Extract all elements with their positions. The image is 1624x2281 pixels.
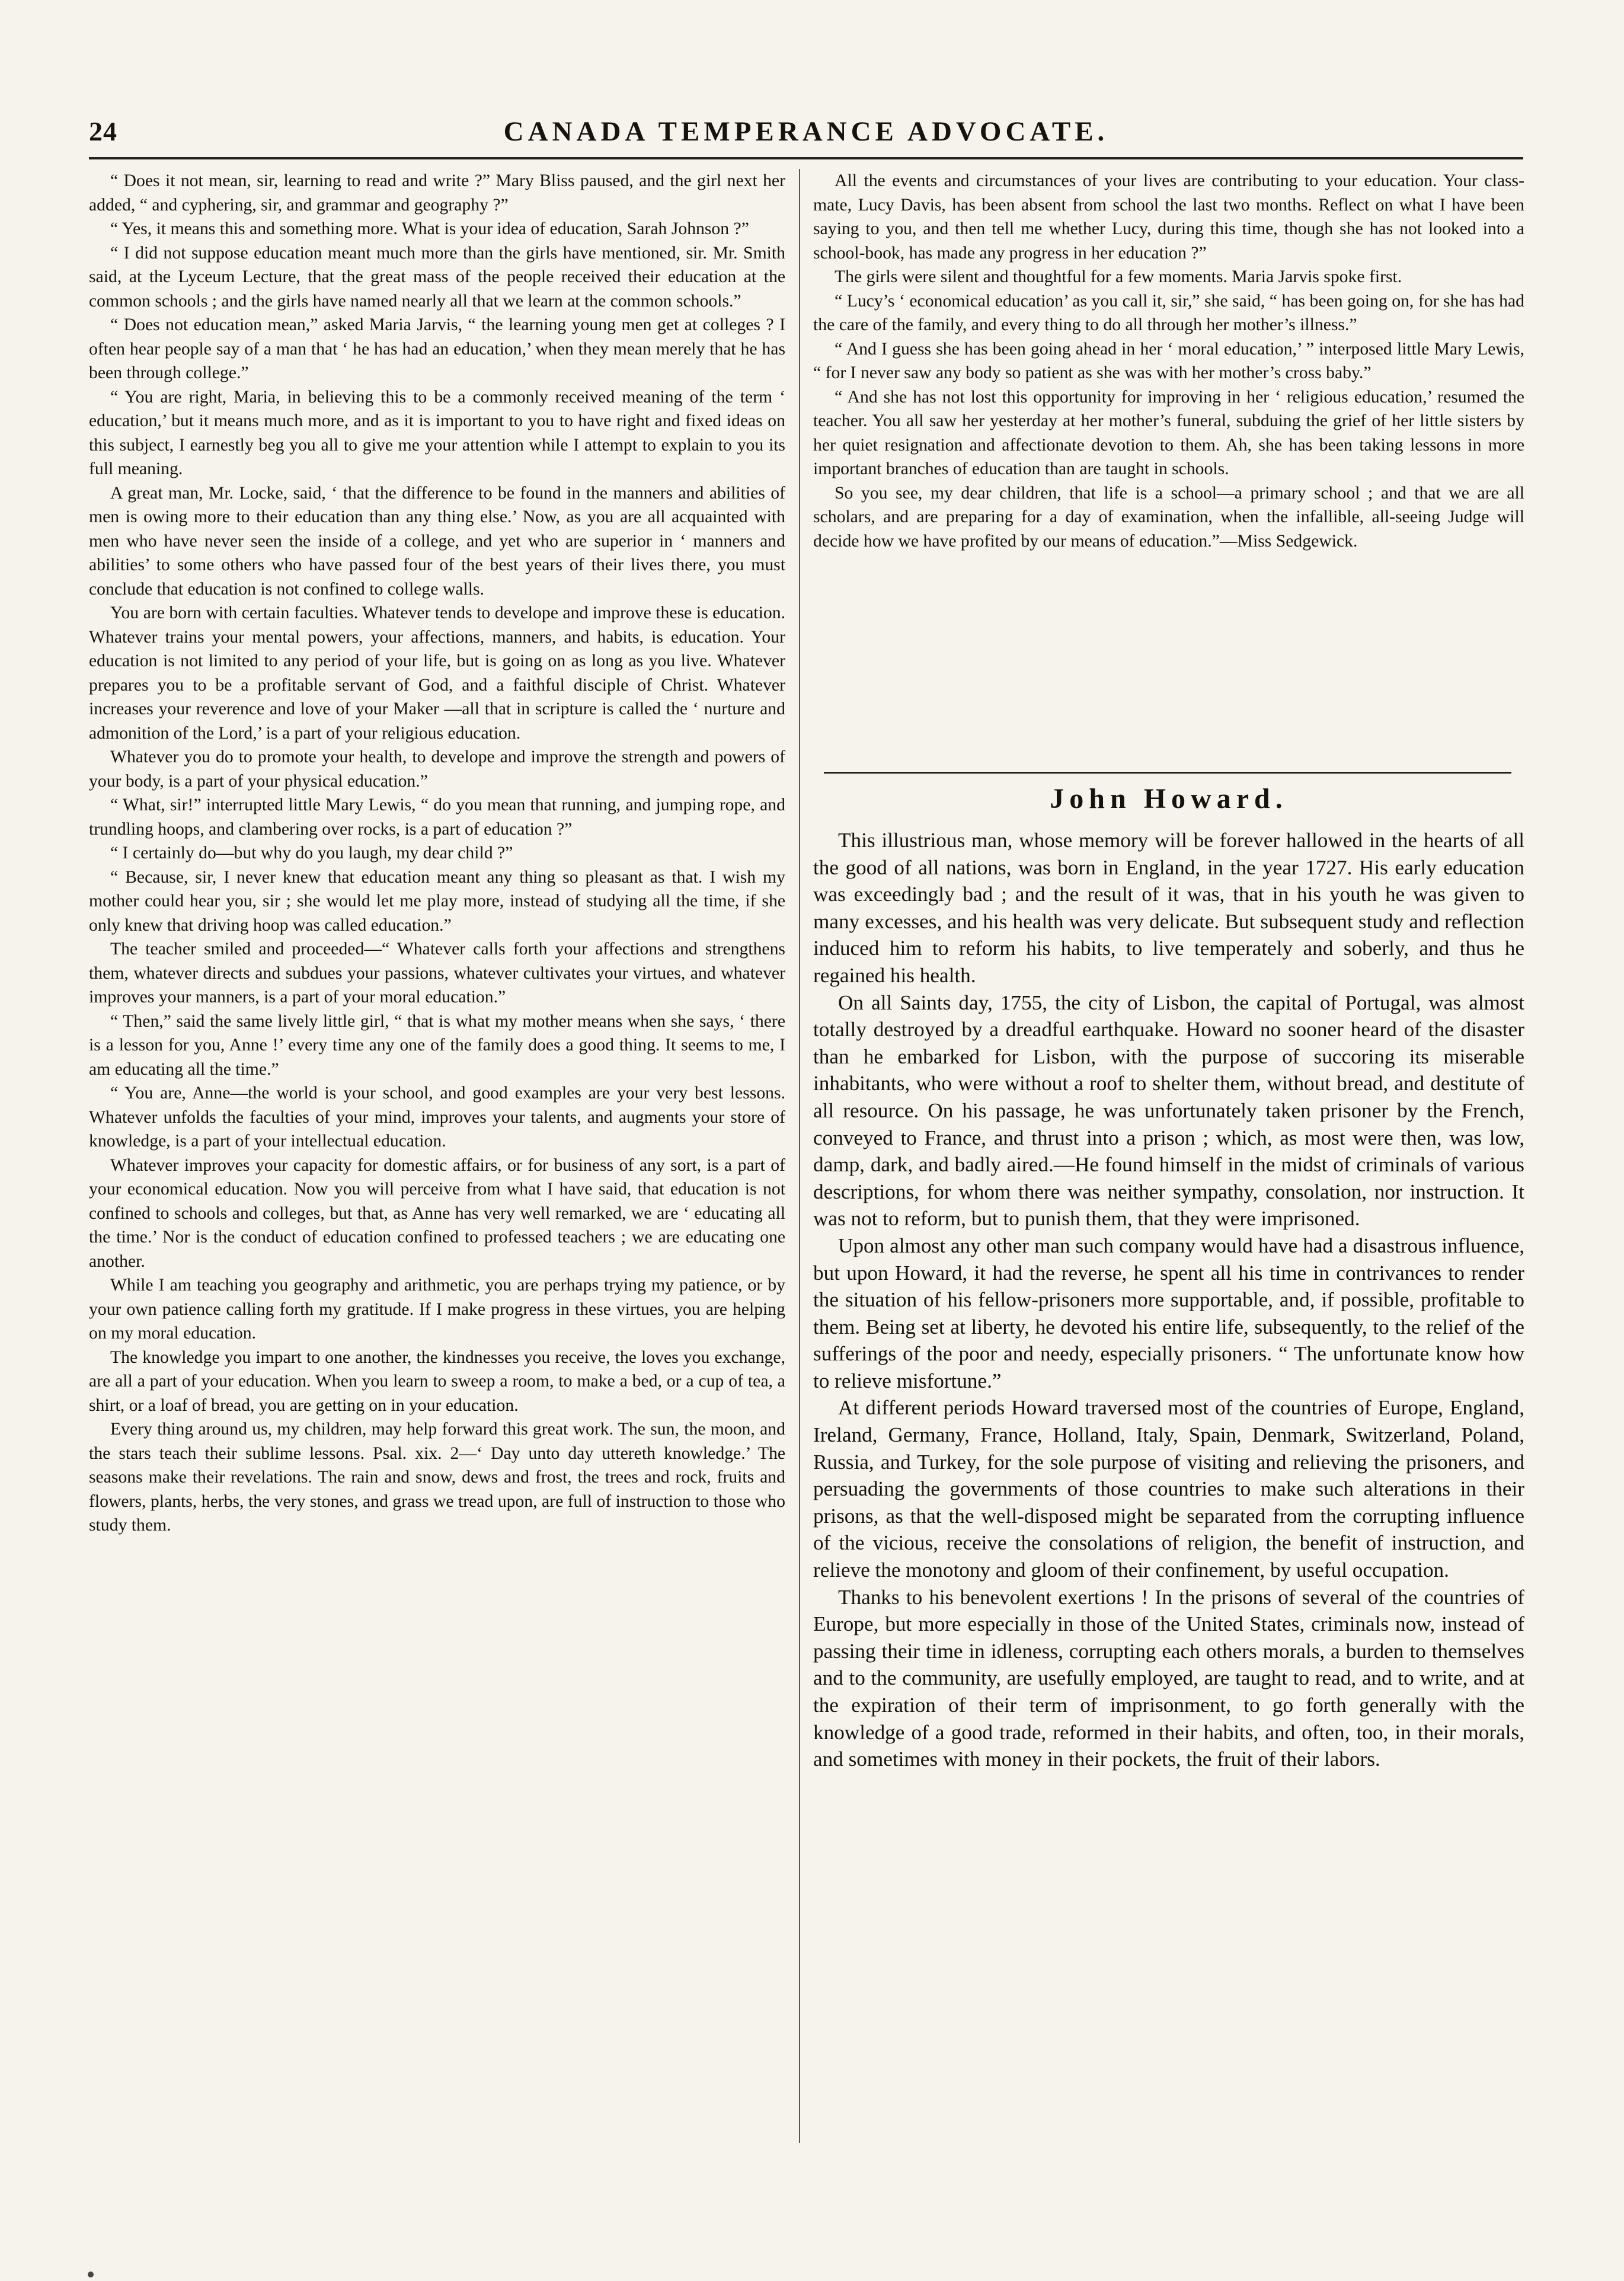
paragraph: The teacher smiled and proceeded—“ Whatever calls forth your affections and strengthens them, whatever directs and subdues your passions, whatever cultivates your virtues, and whatever improves your manners, is a part of your moral education.” [89, 940, 785, 1007]
paragraph: At different periods Howard traversed most of the countries of Europe, England, Ireland, Germany, France, Holland, Italy, Spain, Denmark, Switzerland, Poland, Russia, and Turkey, for the sole purpose of visiting and relieving the prisoners, and persuading the governments of those countries to make such alterations in their prisons, as that the well-disposed might be separated from the corrupting influence of the vicious, receive the consolations of religion, the benefit of instruction, and relieve the monotony and gloom of their confinement, by useful occupation. [813, 1396, 1524, 1582]
paragraph: Whatever you do to promote your health, to develope and improve the strength and powers of your body, is a part of your physical education.” [89, 747, 785, 791]
paragraph: “ Because, sir, I never knew that education meant any thing so pleasant as that. I wish my mother could hear you, sir ; she would let me play more, instead of studying all the time, if she only knew that driving hoop was called education.” [89, 867, 785, 935]
page-header [89, 116, 1523, 151]
paragraph: Upon almost any other man such company would have had a disastrous influence, but upon Howard, it had the reverse, he spent all his time in contrivances to render the situation of his fellow-prisoners more supportable, and, if possible, profitable to them. Being set at liberty, he devoted his entire life, subsequently, to the relief of the sufferings of the poor and needy, especially prisoners. “ The unfortunate know how to relieve misfortune.” [813, 1234, 1524, 1392]
header-rule [89, 157, 1523, 159]
page-number: 24 [89, 116, 117, 146]
paragraph: While I am teaching you geography and arithmetic, you are perhaps trying my patience, or by your own patience calling forth my gratitude. If I make progress in these virtues, you are helping on my moral education. [89, 1276, 785, 1343]
paragraph: The girls were silent and thoughtful for a few moments. Maria Jarvis spoke first. [835, 267, 1402, 286]
article-body [813, 827, 1524, 2155]
print-mark [88, 2272, 94, 2277]
column-divider [799, 169, 800, 2143]
journal-title: CANADA TEMPERANCE ADVOCATE. [503, 116, 1109, 147]
paragraph: “ I certainly do—but why do you laugh, my dear child ?” [110, 844, 513, 862]
paragraph: “ I did not suppose education meant much more than the girls have mentioned, sir. Mr. Smith said, at the Lyceum Lecture, that the great mass of the people received their education at the common schools ; and the girls have named nearly all that we learn at the common schools.” [89, 243, 785, 311]
paragraph: “ Does it not mean, sir, learning to read and write ?” Mary Bliss paused, and the girl next her added, “ and cyphering, sir, and grammar and geography ?” [89, 171, 785, 215]
paragraph: “ Lucy’s ‘ economical education’ as you call it, sir,” she said, “ has been going on, for she has had the care of the family, and every thing to do all through her mother’s illness.” [813, 291, 1524, 334]
paragraph: “ And I guess she has been going ahead in her ‘ moral education,’ ” interposed little Mary Lewis, “ for I never saw any body so patient as she was with her mother’s cross baby.” [813, 339, 1524, 382]
paragraph: “ What, sir!” interrupted little Mary Lewis, “ do you mean that running, and jumping rope, and trundling hoops, and clambering over rocks, is a part of education ?” [89, 796, 785, 839]
paragraph: “ Does not education mean,” asked Maria Jarvis, “ the learning young men get at colleges ? I often hear people say of a man that ‘ he has had an education,’ when they mean merely that he has been through college.” [89, 315, 785, 382]
paragraph: “ You are, Anne—the world is your school, and good examples are your very best lessons. Whatever unfolds the faculties of your mind, improves your talents, and augments your store of knowledge, is a part of your intellectual education. [89, 1084, 785, 1151]
paragraph: Whatever improves your capacity for domestic affairs, or for business of any sort, is a part of your economical education. Now you will perceive from what I have said, that education is not confined to schools and colleges, but that, as Anne has very well remarked, we are ‘ educating all the time.’ Nor is the conduct of education confined to professed teachers ; we are educating one another. [89, 1155, 785, 1271]
left-column [89, 169, 785, 2208]
section-title: John Howard. [1050, 783, 1288, 814]
paragraph: “ Yes, it means this and something more. What is your idea of education, Sarah Johnson ?” [110, 219, 749, 238]
paragraph: So you see, my dear children, that life is a school—a primary school ; and that we are all scholars, and are preparing for a day of examination, when the infallible, all-seeing Judge will decide how we have profited by our means of education.”—Miss Sedgewick. [813, 483, 1524, 551]
paragraph: Every thing around us, my children, may help forward this great work. The sun, the moon, and the stars teach their sublime lessons. Psal. xix. 2—‘ Day unto day uttereth knowledge.’ The seasons make their revelations. The rain and snow, dews and frost, the trees and rock, fruits and flowers, plants, herbs, the very stones, and grass we tread upon, are full of instruction to those who study them. [89, 1420, 785, 1535]
paragraph: You are born with certain faculties. Whatever tends to develope and improve these is education. Whatever trains your mental powers, your affections, manners, and habits, is education. Your education is not limited to any period of your life, but is going on as long as you live. Whatever prepares you to be a profitable servant of God, and a faithful disciple of Christ. Whatever increases your reverence and love of your Maker —all that in scripture is called the ‘ nurture and admonition of the Lord,’ is a part of your religious education. [89, 603, 785, 743]
paragraph: “ You are right, Maria, in believing this to be a commonly received meaning of the term ‘ education,’ but it means much more, and as it is important to you to have right and fixed ideas on this subject, I earnestly beg you all to give me your attention while I attempt to explain to you its full meaning. [89, 387, 785, 478]
right-column-continuation [813, 169, 1524, 765]
paragraph: This illustrious man, whose memory will be forever hallowed in the hearts of all the good of all nations, was born in England, in the year 1727. His early education was exceedingly bad ; and the result of it was, that in his youth he was given to many excesses, and his health was very delicate. But subsequent study and reflection induced him to reform his habits, to live temperately and soberly, and thus he regained his health. [813, 829, 1524, 987]
paragraph: “ And she has not lost this opportunity for improving in her ‘ religious education,’ resumed the teacher. You all saw her yesterday at her mother’s funeral, subduing the grief of her little sisters by her quiet resignation and affectionate devotion to them. Ah, she has been taking lessons in more important branches of education than are taught in schools. [813, 387, 1524, 478]
paragraph: All the events and circumstances of your lives are contributing to your education. Your class-mate, Lucy Davis, has been absent from school the last two months. Reflect on what I have been saying to you, and then tell me whether Lucy, during this time, though she has not looked into a school-book, has made any progress in her education ?” [813, 171, 1524, 263]
paragraph: Thanks to his benevolent exertions ! In the prisons of several of the countries of Europe, but more especially in those of the United States, criminals now, instead of passing their time in idleness, corrupting each others morals, a burden to themselves and to the community, are usefully employed, are taught to read, and to write, and at the expiration of their term of imprisonment, to go forth generally with the knowledge of a good trade, reformed in their habits, and often, too, in their morals, and sometimes with money in their pockets, the fruit of their labors. [813, 1585, 1524, 1771]
paragraph: A great man, Mr. Locke, said, ‘ that the difference to be found in the manners and abilities of men is owing more to their education than any thing else.’ Now, as you are all acquainted with men who have never seen the inside of a college, and yet who are superior in ‘ manners and abilities’ to some others who have passed four of the best years of their lives there, you must conclude that education is not confined to college walls. [89, 483, 785, 599]
paragraph: The knowledge you impart to one another, the kindnesses you receive, the loves you exchange, are all a part of your education. When you learn to sweep a room, to make a bed, or a cup of tea, a shirt, or a loaf of bread, you are getting on in your education. [89, 1347, 785, 1415]
paragraph: On all Saints day, 1755, the city of Lisbon, the capital of Portugal, was almost totally destroyed by a dreadful earthquake. Howard no sooner heard of the disaster than he embarked for Lisbon, with the purpose of succoring its miserable inhabitants, who were without a roof to shelter them, without bread, and destitute of all resource. On his passage, he was unfortunately taken prisoner by the French, conveyed to France, and thrust into a prison ; which, as most were then, was low, damp, dark, and badly aired.—He found himself in the midst of criminals of various descriptions, for whom there was neither sympathy, consolation, nor instruction. It was not to reform, but to punish them, that they were imprisoned. [813, 991, 1524, 1231]
paragraph: “ Then,” said the same lively little girl, “ that is what my mother means when she says, ‘ there is a lesson for you, Anne !’ every time any one of the family does a good thing. It seems to me, I am educating all the time.” [89, 1011, 785, 1079]
section-rule [824, 772, 1511, 774]
